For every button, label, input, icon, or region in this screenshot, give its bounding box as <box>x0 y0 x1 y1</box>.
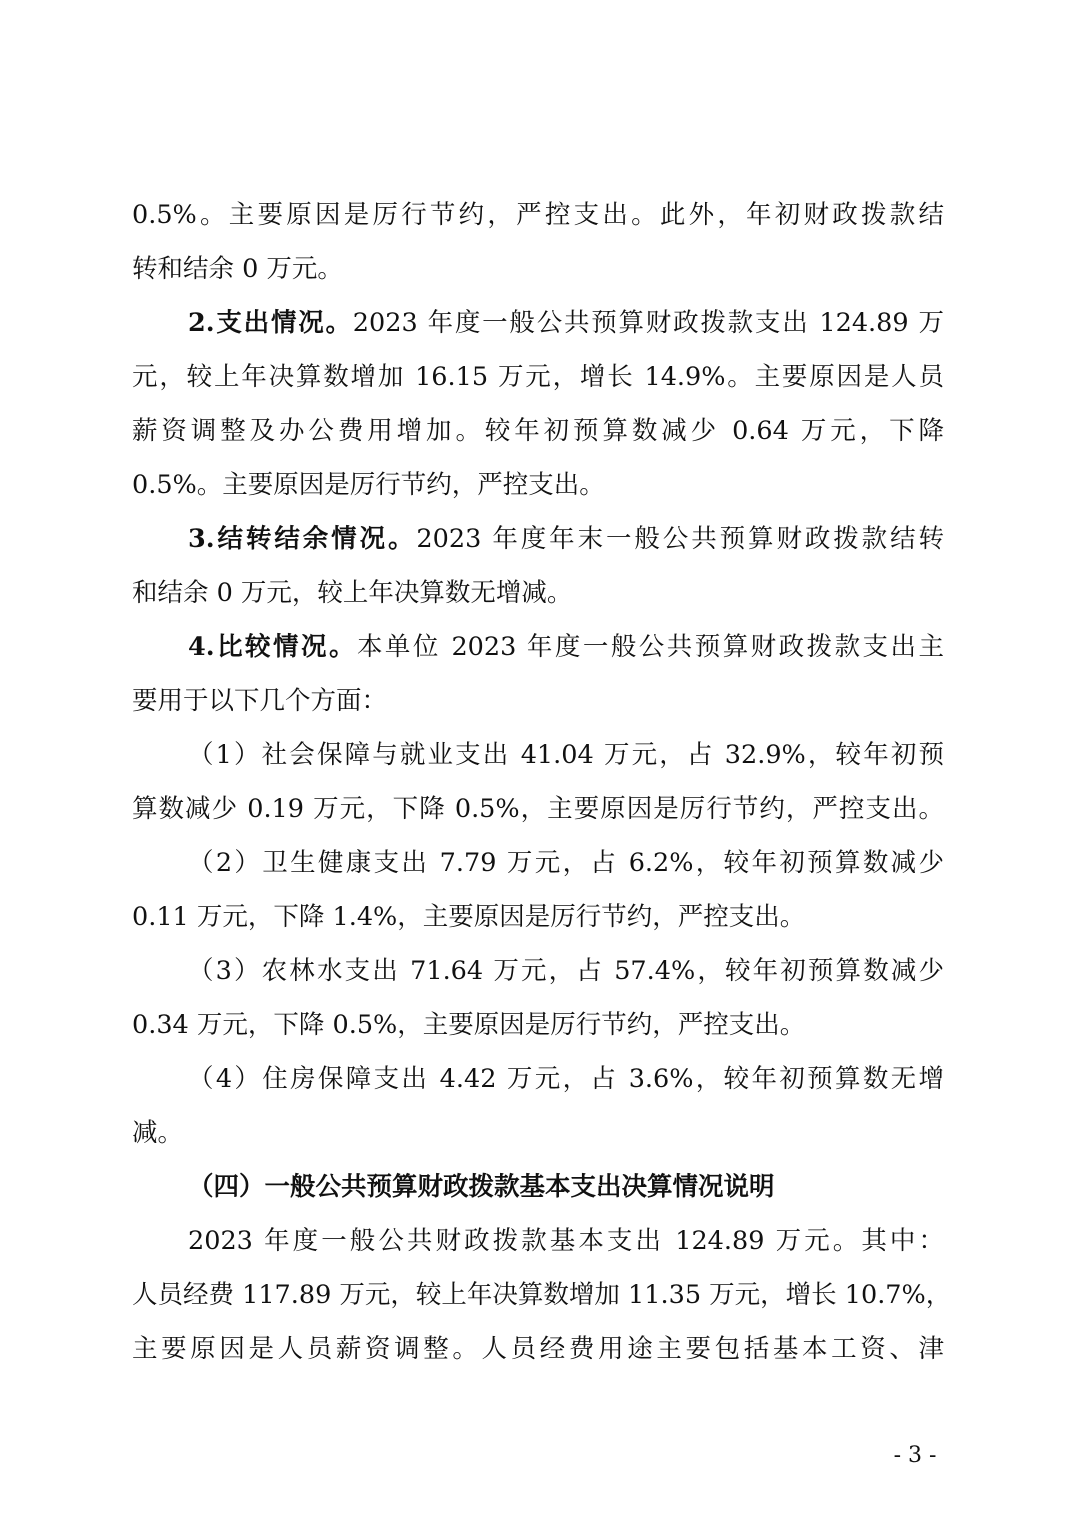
p5-line1: 2023 年度一般公共财政拨款基本支出 124.89 万元。其中： <box>188 1226 944 1256</box>
item3-line1: （3）农林水支出 71.64 万元，占 57.4%，较年初预算数减少 <box>188 956 944 986</box>
p2-label: 2.支出情况。 <box>188 308 353 338</box>
item2-line2: 0.11 万元，下降 1.4%，主要原因是厉行节约，严控支出。 <box>132 902 806 932</box>
p4-label: 4.比较情况。 <box>188 632 357 662</box>
p3-line2: 和结余 0 万元，较上年决算数无增减。 <box>132 578 573 608</box>
item1-line2: 算数减少 0.19 万元，下降 0.5%，主要原因是厉行节约，严控支出。 <box>132 794 944 824</box>
item4-line2: 减。 <box>132 1118 184 1148</box>
p2-line1-text: 2023 年度一般公共预算财政拨款支出 124.89 万 <box>352 308 944 338</box>
p4-line1-text: 本单位 2023 年度一般公共预算财政拨款支出主 <box>356 632 945 662</box>
p3-label: 3.结转结余情况。 <box>188 524 417 554</box>
p1-line2: 转和结余 0 万元。 <box>132 254 343 284</box>
item2-line1: （2）卫生健康支出 7.79 万元，占 6.2%，较年初预算数减少 <box>188 848 944 878</box>
p2-line1 <box>188 303 944 343</box>
p4-line2: 要用于以下几个方面： <box>132 686 388 716</box>
p5-line3: 主要原因是人员薪资调整。人员经费用途主要包括基本工资、津 <box>132 1334 944 1364</box>
item1-line1: （1）社会保障与就业支出 41.04 万元，占 32.9%，较年初预 <box>188 740 944 770</box>
section-heading: （四）一般公共预算财政拨款基本支出决算情况说明 <box>188 1172 775 1202</box>
item4-line1: （4）住房保障支出 4.42 万元，占 3.6%，较年初预算数无增 <box>188 1064 944 1094</box>
p3-line1-text: 2023 年度年末一般公共预算财政拨款结转 <box>416 524 944 554</box>
p2-line4: 0.5%。主要原因是厉行节约，严控支出。 <box>132 470 605 500</box>
p2-line3: 薪资调整及办公费用增加。较年初预算数减少 0.64 万元，下降 <box>132 416 944 446</box>
p3-line1 <box>188 519 944 559</box>
p1-line1: 0.5%。主要原因是厉行节约，严控支出。此外，年初财政拨款结 <box>132 200 944 230</box>
p4-line1 <box>188 627 944 667</box>
p2-line2: 元，较上年决算数增加 16.15 万元，增长 14.9%。主要原因是人员 <box>132 362 944 392</box>
page-number: - 3 - <box>893 1443 937 1468</box>
p5-line2: 人员经费 117.89 万元，较上年决算数增加 11.35 万元，增长 10.7%， <box>132 1280 952 1310</box>
item3-line2: 0.34 万元，下降 0.5%，主要原因是厉行节约，严控支出。 <box>132 1010 806 1040</box>
